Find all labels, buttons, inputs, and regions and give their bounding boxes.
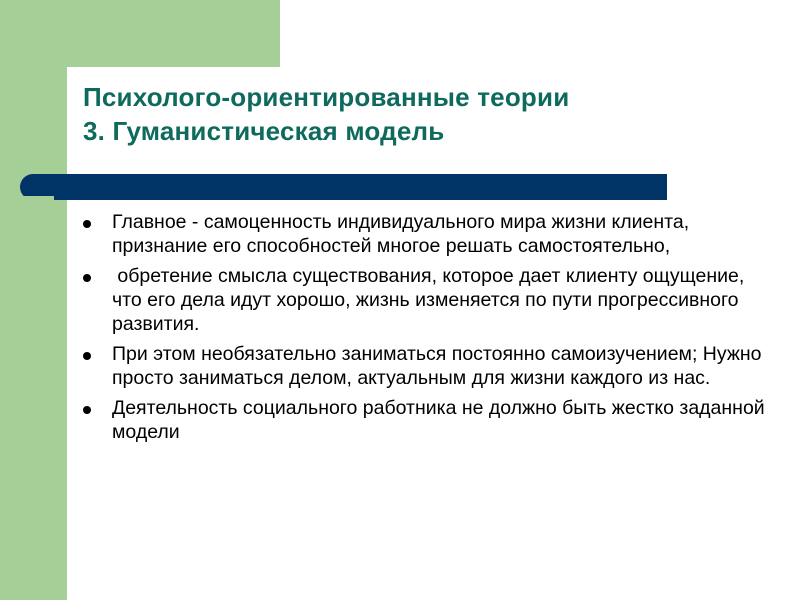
title-line-2: 3. Гуманистическая модель (83, 116, 445, 146)
bullet-dot-icon (83, 274, 91, 282)
title-line-1: Психолого-ориентированные теории (83, 82, 570, 112)
bullet-text: Деятельность социального работника не должно быть жестко заданной модели (112, 397, 765, 443)
bullet-item (83, 342, 773, 390)
bullet-item (83, 264, 773, 336)
bullet-dot-icon (83, 220, 91, 228)
bullet-item (83, 396, 773, 444)
bullet-list (83, 210, 773, 450)
bullet-item (83, 210, 773, 258)
bullet-dot-icon (83, 352, 91, 360)
title-underline-bar (20, 174, 667, 200)
bullet-text: При этом необязательно заниматься постоянно самоизучением; Нужно просто заниматься делом, актуальным для жизни каждого из нас. (112, 343, 762, 389)
bullet-text: Главное - самоценность индивидуального мира жизни клиента, признание его способностей многое решать самостоятельно, (112, 211, 690, 257)
slide-title (83, 80, 569, 148)
decor-top-band (0, 0, 280, 67)
bullet-dot-icon (83, 406, 91, 414)
bar-accent-notch (20, 196, 54, 200)
decor-left-band (0, 0, 67, 600)
bullet-text: обретение смысла существования, которое дает клиенту ощущение, что его дела идут хорошо, жизнь изменяется по пути прогрессивного развития. (112, 265, 750, 335)
